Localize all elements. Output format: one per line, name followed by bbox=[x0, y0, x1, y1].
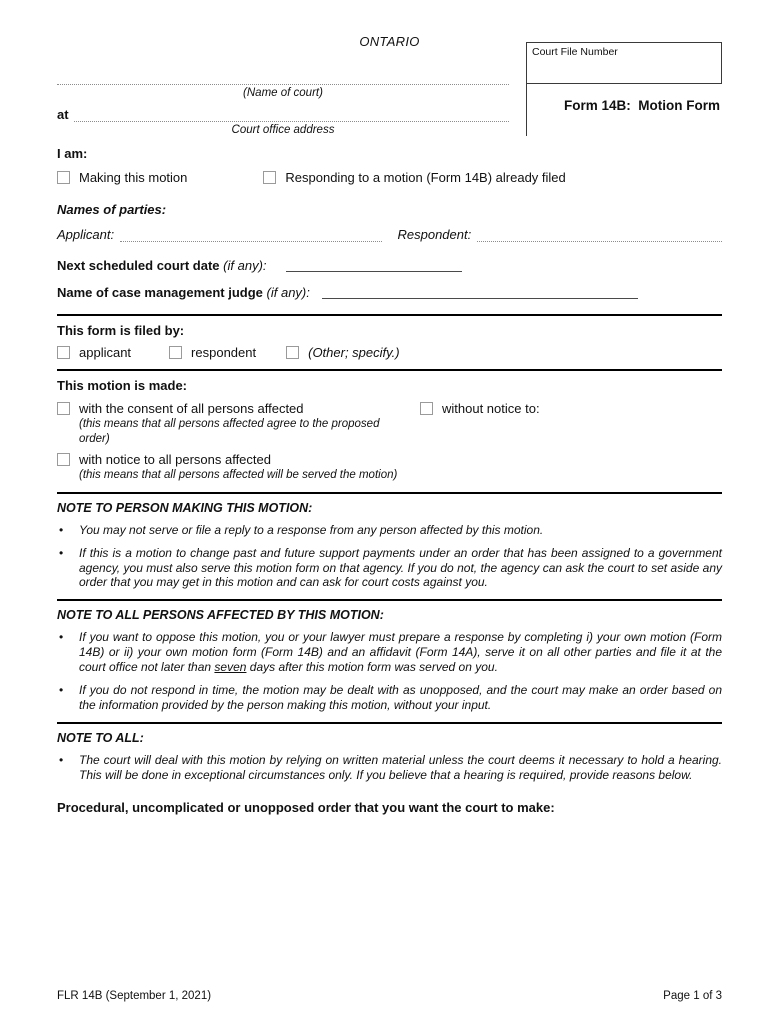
bullet-text-pre: If you want to oppose this motion, you or your lawyer must prepare a response by completing i) your own motion (Form 14B) or ii) your own motion form (Form 14B) and an affidavit (Form 14A), serve it on all other parties and file it at the court office not later than bbox=[79, 630, 722, 675]
case-judge-if-any: (if any): bbox=[266, 285, 310, 300]
province-heading: ONTARIO bbox=[359, 34, 420, 49]
filed-by-label: This form is filed by: bbox=[57, 323, 185, 338]
court-date-input[interactable] bbox=[286, 258, 462, 272]
page-footer bbox=[57, 990, 722, 1002]
at-label: at bbox=[57, 107, 69, 122]
case-judge-field bbox=[57, 285, 722, 300]
respondent-field bbox=[398, 227, 723, 242]
bullet-icon: • bbox=[59, 752, 64, 767]
note-persons-affected-bullet-2: If you do not respond in time, the motion may be dealt with as unopposed, and the court may make an order based on the information provided by the person making this motion, without your input. bbox=[79, 682, 722, 712]
bullet-icon: • bbox=[59, 682, 64, 697]
responding-to-motion-checkbox[interactable] bbox=[263, 171, 276, 184]
note-all-title: NOTE TO ALL: bbox=[57, 730, 144, 745]
note-bullet bbox=[57, 546, 722, 591]
note-person-making-bullet-1: You may not serve or file a reply to a response from any person affected by this motion. bbox=[79, 522, 544, 537]
section-divider bbox=[57, 314, 722, 316]
filed-by-applicant-checkbox[interactable] bbox=[57, 346, 70, 359]
without-notice-checkbox[interactable] bbox=[420, 402, 433, 415]
motion-made-options bbox=[57, 401, 722, 483]
note-person-making-bullet-2: If this is a motion to change past and future support payments under an order that has been assigned to a government agency, you must also serve this motion form on that agency. If you do not, the agency can ask the court to set aside any order that you may get in this motion and can ask for court costs against you. bbox=[79, 545, 722, 590]
responding-to-motion-label: Responding to a motion (Form 14B) already filed bbox=[285, 170, 566, 185]
i-am-options bbox=[57, 170, 722, 186]
note-bullet bbox=[57, 753, 722, 783]
scheduled-date-field bbox=[57, 258, 722, 273]
section-divider bbox=[57, 369, 722, 371]
respondent-label: Respondent: bbox=[397, 227, 472, 242]
court-file-number-label: Court File Number bbox=[532, 46, 618, 58]
motion-made-left bbox=[57, 401, 409, 483]
court-file-number-input[interactable] bbox=[532, 58, 716, 78]
scheduled-date-label: Next scheduled court date bbox=[57, 258, 220, 273]
section-divider bbox=[57, 722, 722, 724]
order-request-label: Procedural, uncomplicated or unopposed order that you want the court to make: bbox=[57, 800, 555, 816]
court-address-caption: Court office address bbox=[231, 124, 335, 136]
note-persons-affected-title: NOTE TO ALL PERSONS AFFECTED BY THIS MOTION: bbox=[57, 608, 384, 623]
filed-by-options bbox=[57, 345, 722, 361]
consent-checkbox[interactable] bbox=[57, 402, 70, 415]
court-office-address-input[interactable] bbox=[74, 107, 509, 122]
filed-by-respondent-label: respondent bbox=[191, 345, 257, 360]
with-notice-label: with notice to all persons affected bbox=[79, 451, 271, 467]
without-notice-label: without notice to: bbox=[442, 401, 540, 416]
with-notice-note: (this means that all persons affected will be served the motion) bbox=[79, 468, 398, 481]
consent-option bbox=[57, 401, 409, 417]
filed-by-other-checkbox[interactable] bbox=[286, 346, 299, 359]
page-number: Page 1 of 3 bbox=[663, 990, 722, 1002]
note-bullet bbox=[57, 630, 722, 675]
motion-made-label: This motion is made: bbox=[57, 378, 188, 393]
court-address-row bbox=[57, 107, 509, 122]
note-person-making-title: NOTE TO PERSON MAKING THIS MOTION: bbox=[57, 500, 313, 515]
bullet-icon: • bbox=[59, 545, 64, 560]
judge-name-input[interactable] bbox=[322, 285, 638, 299]
applicant-label: Applicant: bbox=[57, 227, 115, 242]
court-name-input[interactable] bbox=[57, 73, 509, 85]
scheduled-date-if-any: (if any): bbox=[223, 258, 267, 273]
i-am-label: I am: bbox=[57, 146, 88, 161]
court-identification bbox=[57, 73, 509, 136]
bullet-text-post: days after this motion form was served on you. bbox=[246, 660, 498, 675]
note-bullet bbox=[57, 523, 722, 538]
with-notice-checkbox[interactable] bbox=[57, 453, 70, 466]
form-id-area bbox=[526, 42, 722, 136]
section-divider bbox=[57, 599, 722, 601]
section-divider bbox=[57, 492, 722, 494]
case-judge-label: Name of case management judge bbox=[57, 285, 263, 300]
filed-by-respondent-checkbox[interactable] bbox=[169, 346, 182, 359]
court-file-number-box bbox=[526, 42, 722, 84]
motion-made-right bbox=[420, 401, 540, 483]
consent-label: with the consent of all persons affected bbox=[79, 401, 304, 416]
respondent-name-input[interactable] bbox=[477, 227, 722, 242]
order-details-area[interactable] bbox=[57, 815, 722, 965]
applicant-name-input[interactable] bbox=[120, 227, 381, 242]
making-this-motion-label: Making this motion bbox=[79, 170, 188, 185]
form-title-area bbox=[526, 84, 722, 136]
parties-row bbox=[57, 227, 722, 242]
note-persons-affected-bullet-1 bbox=[79, 630, 722, 675]
bullet-icon: • bbox=[59, 630, 64, 645]
note-all-bullet-1: The court will deal with this motion by relying on written material unless the court deems it necessary to hold a hearing. This will be done in exceptional circumstances only. If you believe that a hearing is required, provide reasons below. bbox=[79, 752, 722, 782]
bullet-text-underlined: seven bbox=[214, 660, 247, 675]
header bbox=[57, 34, 722, 136]
court-name-caption: (Name of court) bbox=[243, 87, 323, 99]
without-notice-option bbox=[420, 401, 540, 417]
filed-by-other-label: (Other; specify.) bbox=[308, 345, 400, 360]
filed-by-applicant-label: applicant bbox=[79, 345, 132, 360]
bullet-icon: • bbox=[59, 522, 64, 537]
with-notice-option bbox=[57, 452, 409, 468]
form-version: FLR 14B (September 1, 2021) bbox=[57, 990, 212, 1002]
names-of-parties-label: Names of parties: bbox=[57, 202, 167, 217]
consent-note: (this means that all persons affected agree to the proposed order) bbox=[79, 418, 380, 445]
note-bullet bbox=[57, 683, 722, 713]
making-this-motion-checkbox[interactable] bbox=[57, 171, 70, 184]
applicant-field bbox=[57, 227, 382, 242]
form-title: Form 14B: Motion Form bbox=[564, 98, 720, 113]
